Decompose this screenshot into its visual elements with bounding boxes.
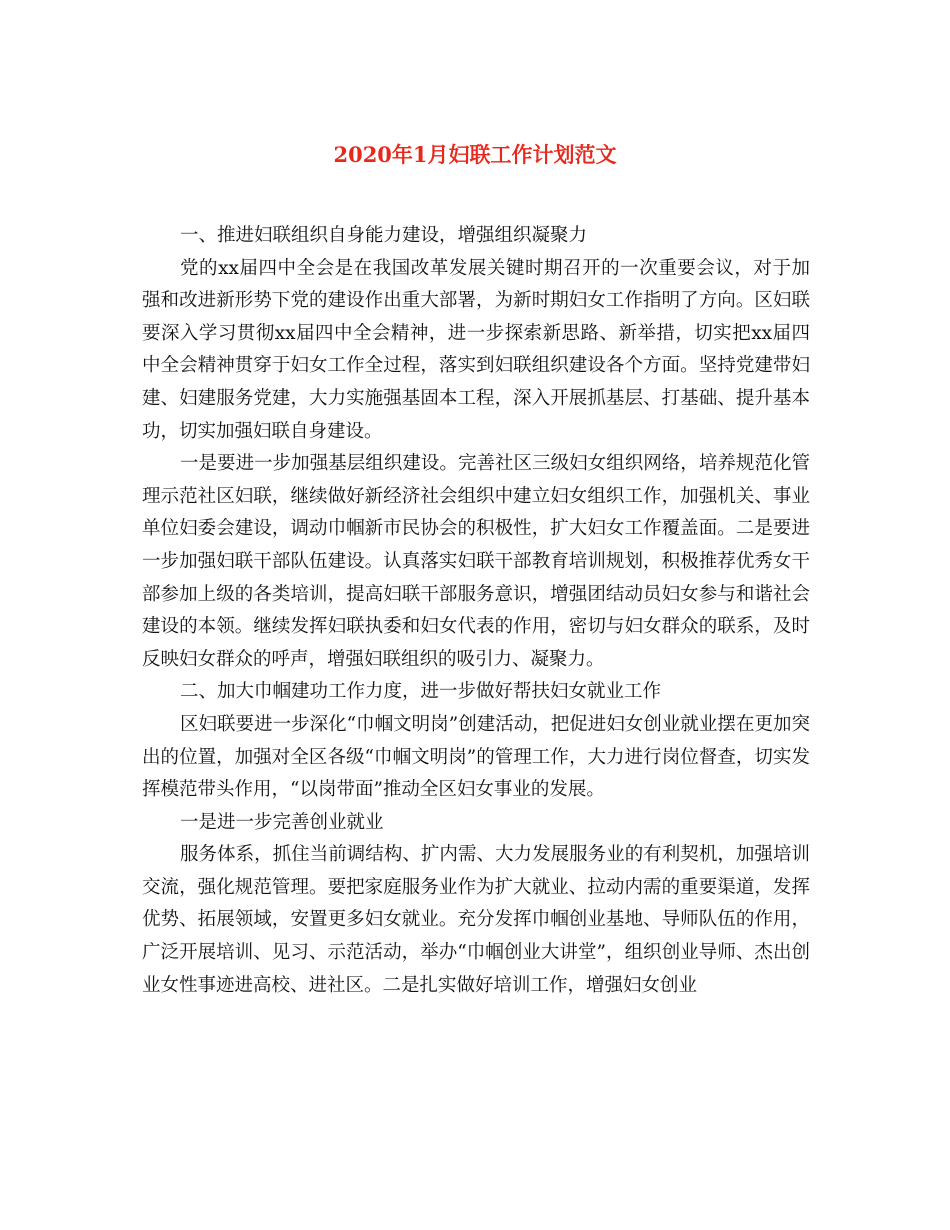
heading-section-1: 一、推进妇联组织自身能力建设，增强组织凝聚力 xyxy=(180,225,588,246)
heading-section-2: 二、加大巾帼建功工作力度，进一步做好帮扶妇女就业工作 xyxy=(180,681,662,703)
document-title: 2020年1月妇联工作计划范文 xyxy=(333,142,617,167)
body-paragraph: 一是要进一步加强基层组织建设。完善社区三级妇女组织网络，培养规范化管理示范社区妇联，继续做好新经济社会组织中建立妇女组织工作，加强机关、事业单位妇委会建设，调动巾帼新市民协会的积极性，扩大妇女工作覆盖面。二是要进一步加强妇联干部队伍建设。认真落实妇联干部教育培训规划，积极推荐优秀女干部参加上级的各类培训，提高妇联干部服务意识，增强团结动员妇女参与和谐社会建设的本领。继续发挥妇联执委和妇女代表的作用，密切与妇女群众的联系，及时反映妇女群众的呼声，增强妇联组织的吸引力、凝聚力。 xyxy=(142,453,810,670)
body-paragraph: 服务体系，抓住当前调结构、扩内需、大力发展服务业的有利契机，加强培训交流，强化规范管理。要把家庭服务业作为扩大就业、拉动内需的重要渠道，发挥优势、拓展领域，安置更多妇女就业。充分发挥巾帼创业基地、导师队伍的作用，广泛开展培训、见习、示范活动，举办“巾帼创业大讲堂”，组织创业导师、杰出创业女性事迹进高校、进社区。二是扎实做好培训工作，增强妇女创业 xyxy=(142,844,810,996)
document-body xyxy=(142,220,810,1002)
body-paragraph: 区妇联要进一步深化“巾帼文明岗”创建活动，把促进妇女创业就业摆在更加突出的位置，加强对全区各级“巾帼文明岗”的管理工作，大力进行岗位督查，切实发挥模范带头作用，“以岗带面”推动全区妇女事业的发展。 xyxy=(142,713,810,801)
body-paragraph: 党的xx届四中全会是在我国改革发展关键时期召开的一次重要会议，对于加强和改进新形势下党的建设作出重大部署，为新时期妇女工作指明了方向。区妇联要深入学习贯彻xx届四中全会精神，进一步探索新思路、新举措，切实把xx届四中全会精神贯穿于妇女工作全过程，落实到妇联组织建设各个方面。坚持党建带妇建、妇建服务党建，大力实施强基固本工程，深入开展抓基层、打基础、提升基本功，切实加强妇联自身建设。 xyxy=(142,257,810,442)
subheading: 一是进一步完善创业就业 xyxy=(180,811,384,833)
